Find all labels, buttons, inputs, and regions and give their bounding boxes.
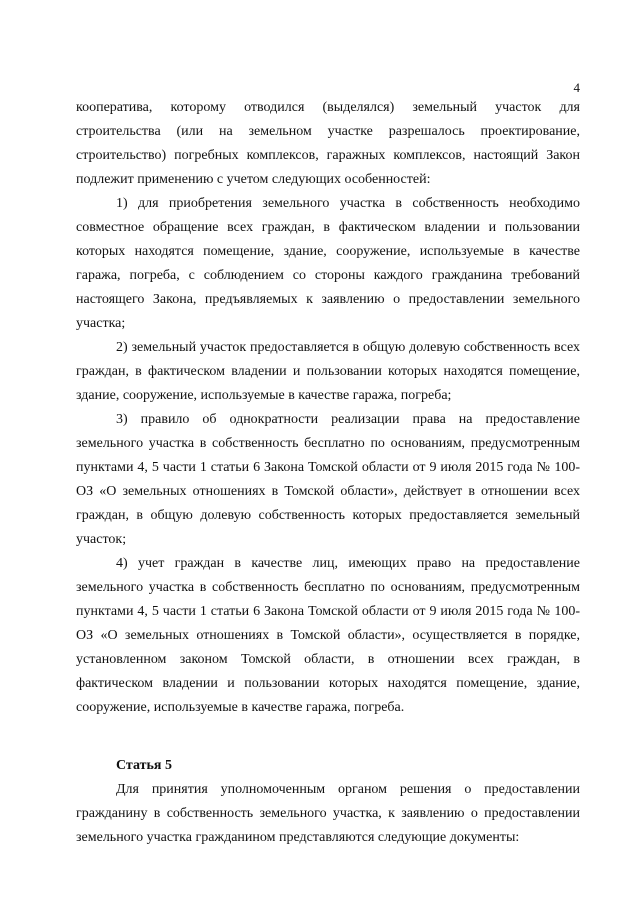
- article-paragraph: Для принятия уполномоченным органом решения о предоставлении гражданину в собственность земельного участка, к заявлению о предоставлении земельного участка гражданином представляются следующие документы:: [76, 782, 580, 845]
- article-heading: Статья 5: [116, 758, 172, 773]
- paragraph-item-1: 1) для приобретения земельного участка в собственность необходимо совместное обращение всех граждан, в фактическом владении и пользовании которых находятся помещение, здание, сооружение, используемые в качестве гаража, погреба, с соблюдением со стороны каждого гражданина требований настоящего Закона, предъявляемых к заявлению о предоставлении земельного участка;: [76, 196, 580, 331]
- paragraph-continuation: кооператива, которому отводился (выделялся) земельный участок для строительства (или на земельном участке разрешалось проектирование, строительство) погребных комплексов, гаражных комплексов, настоящий Закон подлежит применению с учетом следующих особенностей:: [76, 100, 580, 187]
- paragraph-item-4: 4) учет граждан в качестве лиц, имеющих право на предоставление земельного участка в собственность бесплатно по основаниям, предусмотренным пунктами 4, 5 части 1 статьи 6 Закона Томской области от 9 июля 2015 года № 100-ОЗ «О земельных отношениях в Томской области», осуществляется в порядке, установленном законом Томской области, в отношении всех граждан, в фактическом владении и пользовании которых находятся помещение, здание, сооружение, используемые в качестве гаража, погреба.: [76, 556, 580, 715]
- document-body: [76, 96, 580, 850]
- paragraph-item-3: 3) правило об однократности реализации права на предоставление земельного участка в собственность бесплатно по основаниям, предусмотренным пунктами 4, 5 части 1 статьи 6 Закона Томской области от 9 июля 2015 года № 100-ОЗ «О земельных отношениях в Томской области», действует в отношении всех граждан, в общую долевую собственность которых предоставляется земельный участок;: [76, 412, 580, 547]
- paragraph-item-2: 2) земельный участок предоставляется в общую долевую собственность всех граждан, в фактическом владении и пользовании которых находятся помещение, здание, сооружение, используемые в качестве гаража, погреба;: [76, 340, 580, 403]
- page-number: 4: [573, 80, 580, 95]
